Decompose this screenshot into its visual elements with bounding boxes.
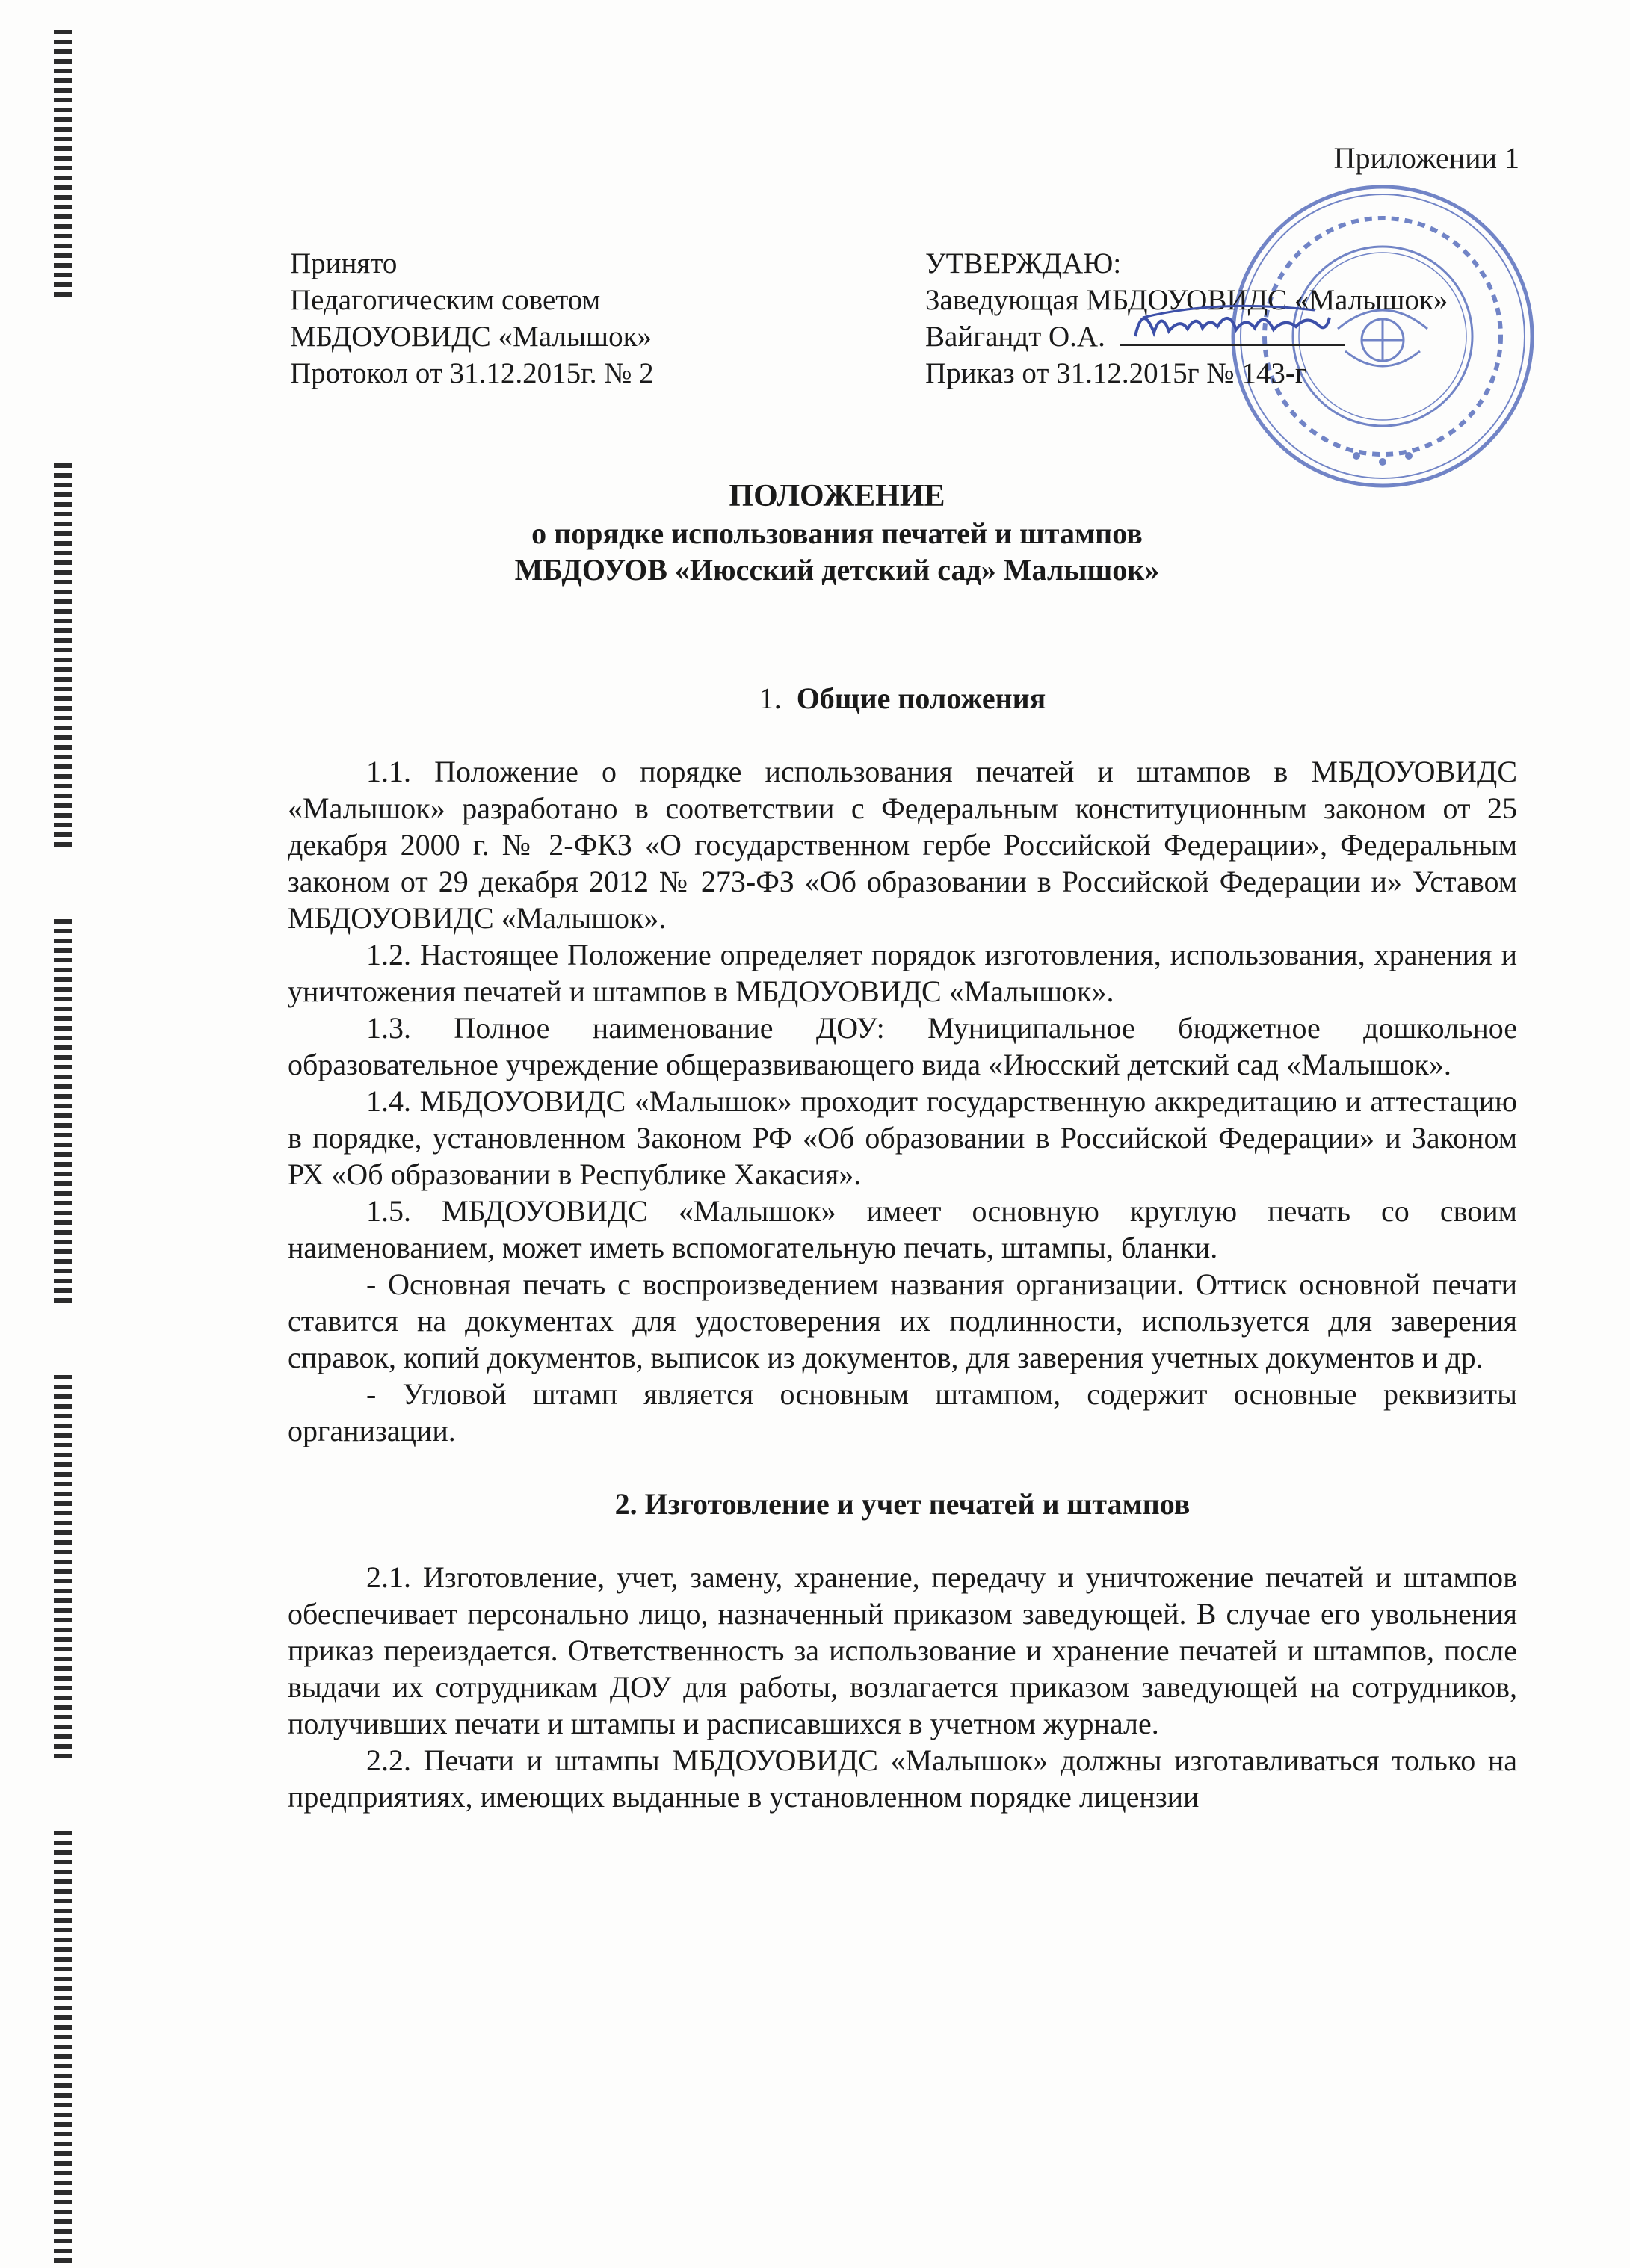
approved-line-4: Приказ от 31.12.2015г № 143-г — [925, 357, 1307, 389]
accepted-line-1: Принято — [290, 247, 398, 279]
paragraph-1-1: 1.1. Положение о порядке использования печатей и штампов в МБДОУОВИДС «Малышок» разработано в соответствии с Федеральным конституционным законом от 25 декабря 2000 г. № 2-ФКЗ «О государственном гербе Российской Федерации», Федеральным законом от 29 декабря 2012 № 273-ФЗ «Об образовании в Российской Федерации и» Уставом МБДОУОВИДС «Малышок». — [288, 755, 1517, 935]
paragraph-1-3: 1.3. Полное наименование ДОУ: Муниципальное бюджетное дошкольное образовательное учреждение общеразвивающего вида «Июсский детский сад «Малышок». — [288, 1011, 1517, 1081]
paragraph-1-2: 1.2. Настоящее Положение определяет порядок изготовления, использования, хранения и уничтожения печатей и штампов в МБДОУОВИДС «Малышок». — [288, 938, 1517, 1008]
approver-name: Вайгандт О.А. — [925, 321, 1105, 353]
binding-marks-5 — [54, 1831, 72, 2268]
approved-block — [925, 245, 1448, 392]
accepted-block — [290, 245, 654, 392]
handwritten-signature — [1128, 295, 1337, 355]
approved-line-1: УТВЕРЖДАЮ: — [925, 247, 1122, 279]
signature-line — [1120, 322, 1345, 346]
accepted-line-4: Протокол от 31.12.2015г. № 2 — [290, 357, 654, 389]
binding-marks-3 — [54, 919, 72, 1308]
binding-marks-1 — [54, 30, 72, 302]
paragraph-1-5-main-seal: - Основная печать с воспроизведением названия организации. Оттиск основной печати ставится на документах для удостоверения их подлинности, используется для заверения справок, копий документов, выписок из документов, для заверения учетных документов и др. — [288, 1267, 1517, 1374]
title-sub-1: о порядке использования печатей и штампов — [531, 516, 1143, 550]
paragraph-1-5: 1.5. МБДОУОВИДС «Малышок» имеет основную круглую печать со своим наименованием, может иметь вспомогательную печать, штампы, бланки. — [288, 1194, 1517, 1264]
section-1-heading — [288, 680, 1517, 717]
section-1-title: Общие положения — [796, 682, 1046, 715]
title-main: ПОЛОЖЕНИЕ — [729, 479, 945, 513]
binding-marks-2 — [54, 463, 72, 852]
section-2-heading: 2. Изготовление и учет печатей и штампов — [614, 1487, 1191, 1521]
document-title — [164, 478, 1510, 588]
paragraph-2-2: 2.2. Печати и штампы МБДОУОВИДС «Малышок» должны изготавливаться только на предприятиях, имеющих выданные в установленном порядке лицензии — [288, 1743, 1517, 1814]
accepted-line-3: МБДОУОВИДС «Малышок» — [290, 321, 652, 353]
title-sub-2: МБДОУОВ «Июсский детский сад» Малышок» — [514, 553, 1160, 587]
binding-marks-4 — [54, 1375, 72, 1764]
appendix-label: Приложении 1 — [1333, 141, 1519, 175]
paragraph-1-5-corner-stamp: - Угловой штамп является основным штампом, содержит основные реквизиты организации. — [288, 1377, 1517, 1447]
document-body — [288, 680, 1517, 1815]
paragraph-2-1: 2.1. Изготовление, учет, замену, хранение, передачу и уничтожение печатей и штампов обеспечивает персонально лицо, назначенный приказом заведующей. В случае его увольнения приказ переиздается. Ответственность за использование и хранение печатей и штампов, после выдачи их сотрудникам ДОУ для работы, возлагается приказом заведующей на сотрудников, получивших печати и штампы и расписавшихся в учетном журнале. — [288, 1560, 1517, 1740]
paragraph-1-4: 1.4. МБДОУОВИДС «Малышок» проходит государственную аккредитацию и аттестацию в порядке, установленном Законом РФ «Об образовании в Российской Федерации» и Законом РХ «Об образовании в Республике Хакасия». — [288, 1084, 1517, 1191]
approved-line-3 — [925, 318, 1448, 355]
section-1-number: 1. — [759, 682, 782, 715]
accepted-line-2: Педагогическим советом — [290, 284, 601, 316]
approved-line-2: Заведующая МБДОУОВИДС «Малышок» — [925, 284, 1448, 316]
